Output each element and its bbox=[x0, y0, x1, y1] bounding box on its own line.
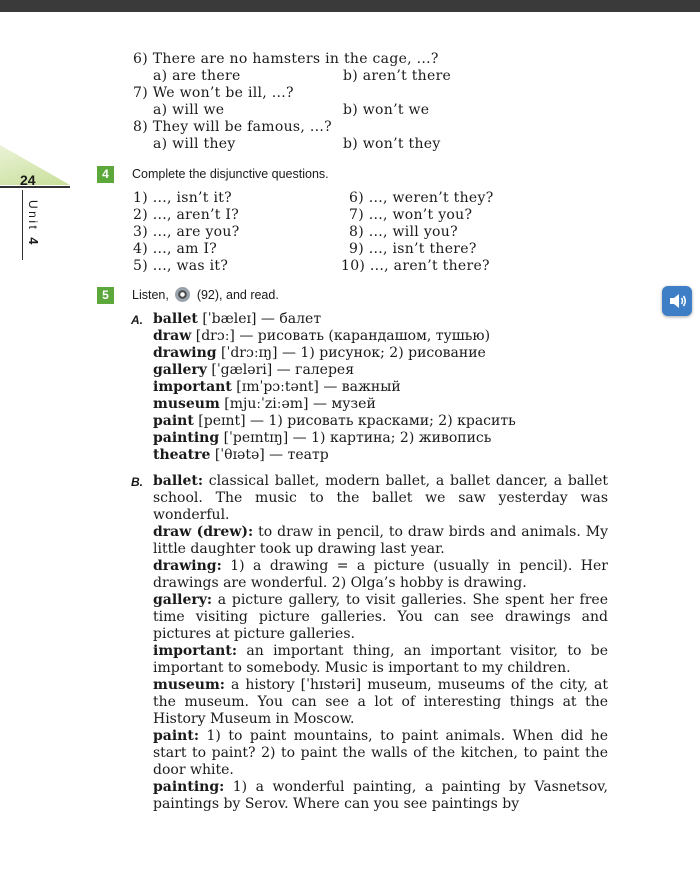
top-bar bbox=[0, 0, 700, 12]
example-text: 1) a drawing = a picture (usually in pencil). Her drawings are wonderful. 2) Olga’s hobby is drawing. bbox=[153, 558, 608, 591]
example-entry bbox=[153, 592, 608, 643]
vocab-word: important bbox=[153, 379, 232, 395]
vocab-word: ballet bbox=[153, 311, 198, 327]
question-6-option-a: a) are there bbox=[153, 68, 241, 84]
vocab-transcription: [ˈθɪətə] bbox=[214, 447, 265, 463]
page-number: 24 bbox=[20, 172, 36, 188]
vocab-item bbox=[153, 396, 376, 413]
vocab-item bbox=[153, 413, 516, 430]
example-headword: drawing: bbox=[153, 558, 222, 574]
exercise-5-instruction bbox=[132, 287, 279, 304]
ex4-item-6: 6) ..., weren’t they? bbox=[349, 190, 494, 206]
vocab-transcription: [drɔː] bbox=[195, 328, 235, 344]
vocab-word: painting bbox=[153, 430, 220, 446]
vocab-item bbox=[153, 345, 486, 362]
vocab-word: museum bbox=[153, 396, 220, 412]
vocab-dash: — bbox=[269, 447, 284, 463]
ex4-item-5: 5) ..., was it? bbox=[133, 258, 229, 274]
vocab-transcription: [mjuːˈziːəm] bbox=[224, 396, 309, 412]
vocab-item bbox=[153, 447, 329, 464]
example-entry bbox=[153, 473, 608, 524]
vocab-dash: — bbox=[281, 345, 296, 361]
vocab-transcription: [peɪnt] bbox=[198, 413, 246, 429]
vocab-dash: — bbox=[250, 413, 265, 429]
section-b-letter: B. bbox=[131, 475, 143, 489]
ex4-item-4: 4) ..., am I? bbox=[133, 241, 218, 257]
exercise-4-badge: 4 bbox=[97, 166, 114, 183]
ex4-item-1: 1) ..., isn’t it? bbox=[133, 190, 232, 206]
example-text: to draw in pencil, to draw birds and animals. My little daughter took up drawing last year. bbox=[153, 524, 608, 557]
ex4-item-2: 2) ..., aren’t I? bbox=[133, 207, 240, 223]
vocab-translation: театр bbox=[287, 447, 329, 463]
ex4-item-7: 7) ..., won’t you? bbox=[349, 207, 473, 223]
example-headword: paint: bbox=[153, 728, 199, 744]
vocab-word: gallery bbox=[153, 362, 207, 378]
vocab-dash: — bbox=[260, 311, 275, 327]
vocab-transcription: [ˈdrɔːɪŋ] bbox=[221, 345, 278, 361]
example-entry bbox=[153, 524, 608, 558]
unit-word: Unit bbox=[26, 200, 40, 232]
example-headword: draw (drew): bbox=[153, 524, 254, 540]
example-headword: painting: bbox=[153, 779, 225, 795]
vocab-word: paint bbox=[153, 413, 194, 429]
example-headword: important: bbox=[153, 643, 237, 659]
vocab-word: draw bbox=[153, 328, 192, 344]
question-6: 6) There are no hamsters in the cage, ...? bbox=[133, 51, 439, 67]
vocab-dash: — bbox=[292, 430, 307, 446]
vocab-translation: балет bbox=[279, 311, 322, 327]
vocab-transcription: [ˈpeɪntɪŋ] bbox=[223, 430, 289, 446]
ex4-item-8: 8) ..., will you? bbox=[349, 224, 458, 240]
exercise-4-instruction: Complete the disjunctive questions. bbox=[132, 167, 329, 181]
question-8: 8) They will be famous, ...? bbox=[133, 119, 332, 135]
example-text: classical ballet, modern ballet, a ballet dancer, a ballet school. The music to the ballet we saw yesterday was wonderful. bbox=[153, 473, 608, 523]
example-text: 1) a wonderful painting, a painting by Vasnetsov, paintings by Serov. Where can you see paintings by bbox=[153, 779, 608, 812]
vocab-transcription: [ɪmˈpɔːtənt] bbox=[236, 379, 319, 395]
example-text: a history [ˈhɪstəri] museum, museums of the city, at the museum. You can see a lot of interesting things at the History Museum in Moscow. bbox=[153, 677, 608, 727]
ex4-item-3: 3) ..., are you? bbox=[133, 224, 240, 240]
example-entry bbox=[153, 558, 608, 592]
question-6-option-b: b) aren’t there bbox=[343, 68, 452, 84]
vocab-translation: важный bbox=[341, 379, 401, 395]
example-entry bbox=[153, 779, 608, 813]
vocab-dash: — bbox=[239, 328, 254, 344]
question-8-option-b: b) won’t they bbox=[343, 136, 441, 152]
speaker-icon bbox=[662, 286, 692, 316]
example-headword: gallery: bbox=[153, 592, 213, 608]
question-7-option-b: b) won’t we bbox=[343, 102, 430, 118]
vocab-translation: 1) рисовать красками; 2) красить bbox=[268, 413, 516, 429]
tab-divider bbox=[0, 186, 70, 188]
audio-play-button[interactable] bbox=[662, 286, 692, 316]
question-7: 7) We won’t be ill, ...? bbox=[133, 85, 294, 101]
vocab-item bbox=[153, 362, 354, 379]
vocab-translation: 1) картина; 2) живопись bbox=[311, 430, 492, 446]
vocab-word: theatre bbox=[153, 447, 211, 463]
exercise-5-track: (92), and read. bbox=[196, 288, 279, 302]
cd-icon bbox=[175, 287, 190, 302]
vocab-translation: 1) рисунок; 2) рисование bbox=[300, 345, 486, 361]
unit-number: 4 bbox=[26, 237, 41, 247]
example-entry bbox=[153, 728, 608, 779]
vocab-dash: — bbox=[323, 379, 338, 395]
exercise-5-badge: 5 bbox=[97, 287, 114, 304]
unit-rule bbox=[22, 190, 23, 260]
vocab-word: drawing bbox=[153, 345, 217, 361]
example-headword: ballet: bbox=[153, 473, 204, 489]
vocab-translation: галерея bbox=[295, 362, 355, 378]
example-text: 1) to paint mountains, to paint animals. When did he start to paint? 2) to paint the walls of the kitchen, to paint the door white. bbox=[153, 728, 608, 778]
vocab-transcription: [ˈgæləri] bbox=[211, 362, 273, 378]
vocab-translation: музей bbox=[331, 396, 376, 412]
unit-label bbox=[26, 200, 41, 247]
example-headword: museum: bbox=[153, 677, 225, 693]
example-text: an important thing, an important visitor, to be important to somebody. Music is important to my children. bbox=[153, 643, 608, 676]
section-a-letter: A. bbox=[131, 313, 143, 327]
example-entry bbox=[153, 677, 608, 728]
exercise-5-instruction-pre: Listen, bbox=[132, 288, 169, 302]
vocab-dash: — bbox=[312, 396, 327, 412]
question-8-option-a: a) will they bbox=[153, 136, 236, 152]
ex4-item-9: 9) ..., isn’t there? bbox=[349, 241, 477, 257]
vocab-dash: — bbox=[276, 362, 291, 378]
vocab-item bbox=[153, 328, 490, 345]
question-7-option-a: a) will we bbox=[153, 102, 225, 118]
vocab-item bbox=[153, 379, 401, 396]
vocab-item bbox=[153, 430, 491, 447]
vocab-translation: рисовать (карандашом, тушью) bbox=[257, 328, 491, 344]
ex4-item-10: 10) ..., aren’t there? bbox=[341, 258, 490, 274]
vocab-item bbox=[153, 311, 321, 328]
example-text: a picture gallery, to visit galleries. She spent her free time visiting picture galleries. You can see drawings and pictures at picture galleries. bbox=[153, 592, 608, 642]
example-entry bbox=[153, 643, 608, 677]
vocabulary-examples bbox=[153, 473, 608, 813]
vocab-transcription: [ˈbæleɪ] bbox=[202, 311, 257, 327]
